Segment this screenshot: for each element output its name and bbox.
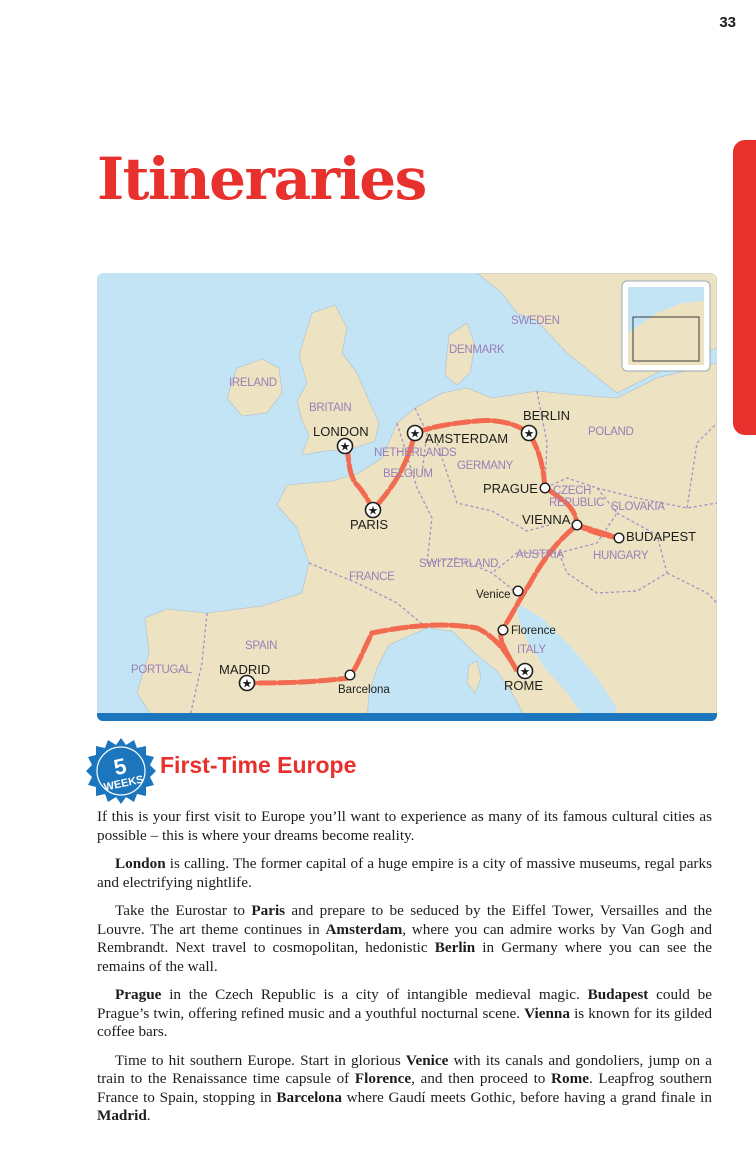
badge-unit: WEEKS	[102, 773, 145, 794]
label-prague: PRAGUE	[483, 481, 538, 496]
label-france: FRANCE	[349, 571, 395, 583]
text: is calling. The former capital of a huge empire is a city of massive museums, regal parks and electrifying nightlife.	[97, 855, 712, 891]
text: in Germany where you can see the remains of the wall.	[97, 939, 712, 975]
bold-barcelona: Barcelona	[276, 1088, 342, 1106]
text: Take the Eurostar to	[115, 902, 252, 919]
bold-madrid: Madrid	[97, 1107, 147, 1124]
label-switzerland: SWITZERLAND	[419, 558, 499, 570]
text: in the Czech Republic is a city of intangible medieval magic.	[161, 986, 588, 1003]
map-bottom-border	[97, 713, 717, 721]
bold-florence: Florence	[354, 1070, 412, 1087]
star-icon: ★	[409, 426, 421, 441]
paragraph-south	[97, 1052, 712, 1126]
marker-barcelona	[345, 670, 355, 680]
badge-number: 5	[111, 753, 129, 781]
label-belgium: BELGIUM	[383, 468, 433, 480]
text: , and then proceed to	[411, 1070, 552, 1087]
marker-prague	[540, 483, 550, 493]
bold-prague: Prague	[115, 986, 162, 1003]
label-austria: AUSTRIA	[516, 549, 564, 561]
chapter-tab	[733, 140, 756, 435]
bold-budapest: Budapest	[587, 986, 649, 1003]
bold-vienna: Vienna	[524, 1004, 570, 1022]
inset-map	[622, 281, 710, 371]
bold-amsterdam: Amsterdam	[325, 920, 403, 938]
marker-vienna	[572, 520, 582, 530]
label-slovakia: SLOVAKIA	[611, 501, 665, 513]
section-title: First-Time Europe	[160, 752, 357, 778]
text: .	[146, 1107, 151, 1124]
text: where Gaudí meets Gothic, before having a grand finale in	[341, 1088, 712, 1106]
star-icon: ★	[339, 439, 351, 454]
label-berlin: BERLIN	[523, 408, 570, 423]
label-venice: Venice	[476, 589, 511, 601]
star-icon: ★	[523, 426, 535, 441]
bold-rome: Rome	[551, 1070, 589, 1087]
text: Time to hit southern Europe. Start in glorious	[115, 1051, 406, 1069]
label-london: LONDON	[313, 424, 369, 439]
label-italy: ITALY	[517, 644, 546, 656]
label-amsterdam: AMSTERDAM	[425, 431, 509, 446]
star-icon: ★	[519, 664, 531, 679]
paragraph-prague	[97, 986, 712, 1042]
bold-london: London	[115, 855, 166, 872]
label-sweden: SWEDEN	[511, 315, 560, 327]
marker-venice	[513, 586, 523, 596]
page-title: Itineraries	[97, 145, 426, 213]
bold-paris: Paris	[251, 902, 286, 919]
paragraph-london	[97, 855, 712, 892]
bold-berlin: Berlin	[434, 939, 476, 956]
itinerary-map	[97, 273, 717, 721]
text: is known for its gilded coffee bars.	[97, 1004, 712, 1040]
label-germany: GERMANY	[457, 460, 514, 472]
label-rome: ROME	[504, 678, 543, 693]
paragraph-intro: If this is your first visit to Europe you’ll want to experience as many of its famous cultural cities as possible – this is where your dreams become reality.	[97, 808, 712, 844]
label-paris: PARIS	[350, 517, 389, 532]
label-florence: Florence	[511, 625, 556, 637]
label-madrid: MADRID	[219, 662, 271, 677]
duration-badge	[86, 736, 156, 806]
text: and prepare to be seduced by the Eiffel Tower, Versailles and the Louvre. The art theme continues in	[97, 902, 712, 938]
label-spain: SPAIN	[245, 640, 278, 652]
text: , where you can admire works by Van Gogh and Rembrandt. Next travel to cosmopolitan, hedonistic	[97, 920, 712, 956]
label-denmark: DENMARK	[449, 344, 505, 356]
text: . Leapfrog southern France to Spain, stopping in	[97, 1070, 713, 1106]
label-portugal: PORTUGAL	[131, 664, 192, 676]
text: with its canals and gondoliers, jump on a train to the Renaissance time capsule of	[97, 1051, 712, 1087]
label-barcelona: Barcelona	[338, 684, 390, 696]
label-britain: BRITAIN	[309, 402, 352, 414]
body-text	[97, 808, 712, 1136]
label-ireland: IRELAND	[229, 377, 277, 389]
label-budapest: BUDAPEST	[626, 529, 697, 544]
label-czech: CZECH	[553, 485, 592, 497]
star-icon: ★	[367, 503, 379, 518]
label-hungary: HUNGARY	[593, 550, 649, 562]
bold-venice: Venice	[405, 1051, 449, 1069]
marker-budapest	[614, 533, 624, 543]
star-icon: ★	[241, 676, 253, 691]
paragraph-paris	[97, 902, 712, 976]
map-graphic	[97, 273, 717, 721]
text: could be Prague’s twin, offering refined music and a youthful nocturnal scene.	[97, 986, 713, 1022]
label-republic: REPUBLIC	[549, 497, 605, 509]
label-poland: POLAND	[588, 426, 634, 438]
label-vienna: VIENNA	[522, 512, 571, 527]
marker-florence	[498, 625, 508, 635]
page-number: 33	[719, 14, 736, 31]
label-netherlands: NETHERLANDS	[374, 447, 457, 459]
